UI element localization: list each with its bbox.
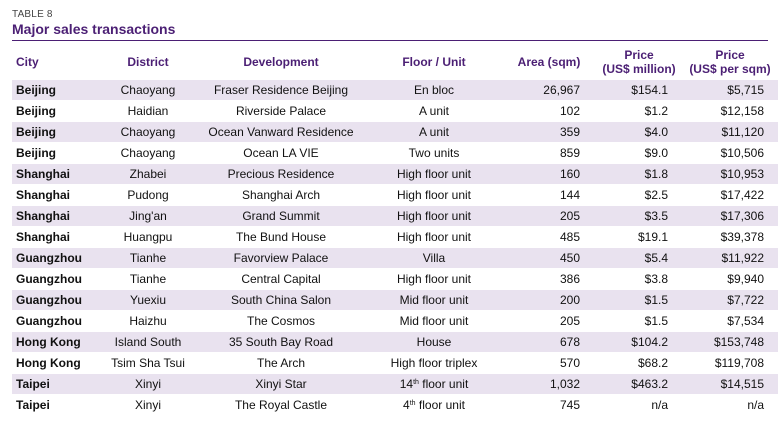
cell-price-per-sqm: $11,120 [682, 122, 778, 143]
cell-district: Tianhe [100, 248, 196, 269]
cell-district: Haizhu [100, 311, 196, 332]
cell-district: Pudong [100, 185, 196, 206]
cell-district: Island South [100, 332, 196, 353]
cell-price-per-sqm: $17,306 [682, 206, 778, 227]
cell-district: Chaoyang [100, 80, 196, 101]
cell-area: 678 [502, 332, 596, 353]
floor-ordinal-suffix: th [409, 400, 416, 407]
cell-price-per-sqm: $119,708 [682, 353, 778, 374]
floor-unit-text: floor unit [418, 377, 469, 391]
cell-area: 359 [502, 122, 596, 143]
cell-development: The Cosmos [196, 311, 366, 332]
cell-development: Ocean LA VIE [196, 143, 366, 164]
cell-price-per-sqm: $7,534 [682, 311, 778, 332]
cell-floor-unit: Mid floor unit [366, 290, 502, 311]
table-row [12, 269, 778, 290]
header-price-per-sqm [682, 44, 778, 80]
cell-city: Shanghai [12, 206, 100, 227]
floor-unit-text: floor unit [415, 398, 465, 412]
cell-price-million: n/a [596, 395, 682, 416]
cell-district: Chaoyang [100, 143, 196, 164]
cell-area: 485 [502, 227, 596, 248]
cell-price-million: $3.5 [596, 206, 682, 227]
cell-price-million: $68.2 [596, 353, 682, 374]
cell-floor-unit: Villa [366, 248, 502, 269]
table-row [12, 227, 778, 248]
table-row [12, 395, 778, 416]
cell-price-million: $1.5 [596, 290, 682, 311]
cell-price-million: $104.2 [596, 332, 682, 353]
cell-floor-unit: A unit [366, 101, 502, 122]
cell-price-per-sqm: $9,940 [682, 269, 778, 290]
cell-price-million: $19.1 [596, 227, 682, 248]
cell-city: Shanghai [12, 164, 100, 185]
cell-city: Beijing [12, 143, 100, 164]
cell-development: The Bund House [196, 227, 366, 248]
cell-price-per-sqm: n/a [682, 395, 778, 416]
table-row [12, 311, 778, 332]
table-row [12, 332, 778, 353]
table-row [12, 374, 778, 395]
header-price-sqm-line2: (US$ per sqm) [689, 62, 771, 76]
cell-floor-unit: High floor triplex [366, 353, 502, 374]
cell-price-per-sqm: $11,922 [682, 248, 778, 269]
table-row [12, 101, 778, 122]
cell-area: 386 [502, 269, 596, 290]
cell-development: Ocean Vanward Residence [196, 122, 366, 143]
cell-price-million: $463.2 [596, 374, 682, 395]
cell-price-per-sqm: $17,422 [682, 185, 778, 206]
cell-development: Precious Residence [196, 164, 366, 185]
table-header-row [12, 44, 778, 80]
cell-development: Riverside Palace [196, 101, 366, 122]
cell-area: 26,967 [502, 80, 596, 101]
cell-area: 200 [502, 290, 596, 311]
cell-floor-unit [366, 374, 502, 395]
cell-district: Jing'an [100, 206, 196, 227]
table-title: Major sales transactions [12, 21, 176, 37]
cell-price-per-sqm: $5,715 [682, 80, 778, 101]
cell-city: Beijing [12, 80, 100, 101]
cell-development: Fraser Residence Beijing [196, 80, 366, 101]
cell-district: Huangpu [100, 227, 196, 248]
header-city: City [16, 55, 39, 69]
cell-district: Xinyi [100, 395, 196, 416]
table-number-label: TABLE 8 [12, 9, 53, 20]
cell-area: 205 [502, 311, 596, 332]
cell-price-per-sqm: $10,506 [682, 143, 778, 164]
header-district: District [127, 55, 169, 69]
cell-city: Taipei [12, 374, 100, 395]
cell-city: Hong Kong [12, 353, 100, 374]
cell-floor-unit: High floor unit [366, 206, 502, 227]
cell-floor-unit: High floor unit [366, 164, 502, 185]
cell-price-million: $3.8 [596, 269, 682, 290]
header-development: Development [243, 55, 319, 69]
header-price-million-line1: Price [624, 48, 654, 62]
header-area: Area (sqm) [517, 55, 581, 69]
table-row [12, 353, 778, 374]
cell-district: Tsim Sha Tsui [100, 353, 196, 374]
cell-price-per-sqm: $14,515 [682, 374, 778, 395]
cell-area: 102 [502, 101, 596, 122]
cell-floor-unit [366, 395, 502, 416]
table-row [12, 122, 778, 143]
cell-development: Central Capital [196, 269, 366, 290]
cell-price-million: $1.5 [596, 311, 682, 332]
table-row [12, 206, 778, 227]
cell-district: Xinyi [100, 374, 196, 395]
table-row [12, 290, 778, 311]
cell-area: 745 [502, 395, 596, 416]
cell-floor-unit: Mid floor unit [366, 311, 502, 332]
cell-area: 570 [502, 353, 596, 374]
floor-ordinal-suffix: th [413, 379, 419, 386]
cell-city: Guangzhou [12, 248, 100, 269]
cell-floor-unit: House [366, 332, 502, 353]
cell-development: The Arch [196, 353, 366, 374]
cell-price-million: $1.8 [596, 164, 682, 185]
cell-price-million: $9.0 [596, 143, 682, 164]
sales-transactions-table [12, 44, 778, 416]
cell-city: Taipei [12, 395, 100, 416]
cell-area: 1,032 [502, 374, 596, 395]
cell-development: Favorview Palace [196, 248, 366, 269]
cell-city: Beijing [12, 101, 100, 122]
cell-price-million: $1.2 [596, 101, 682, 122]
cell-development: Shanghai Arch [196, 185, 366, 206]
cell-price-per-sqm: $39,378 [682, 227, 778, 248]
cell-district: Yuexiu [100, 290, 196, 311]
table-row [12, 185, 778, 206]
cell-district: Haidian [100, 101, 196, 122]
cell-city: Beijing [12, 122, 100, 143]
cell-area: 144 [502, 185, 596, 206]
cell-floor-unit: A unit [366, 122, 502, 143]
cell-development: South China Salon [196, 290, 366, 311]
cell-area: 450 [502, 248, 596, 269]
cell-city: Guangzhou [12, 290, 100, 311]
cell-development: Xinyi Star [196, 374, 366, 395]
cell-city: Hong Kong [12, 332, 100, 353]
cell-district: Zhabei [100, 164, 196, 185]
cell-development: 35 South Bay Road [196, 332, 366, 353]
cell-area: 160 [502, 164, 596, 185]
cell-price-per-sqm: $153,748 [682, 332, 778, 353]
cell-area: 205 [502, 206, 596, 227]
cell-price-million: $4.0 [596, 122, 682, 143]
title-divider [12, 40, 768, 41]
table-row [12, 248, 778, 269]
cell-price-million: $2.5 [596, 185, 682, 206]
table-row [12, 80, 778, 101]
table-row [12, 164, 778, 185]
cell-price-per-sqm: $10,953 [682, 164, 778, 185]
header-floor-unit: Floor / Unit [402, 55, 466, 69]
cell-city: Guangzhou [12, 269, 100, 290]
cell-floor-unit: High floor unit [366, 185, 502, 206]
cell-development: The Royal Castle [196, 395, 366, 416]
cell-price-million: $5.4 [596, 248, 682, 269]
cell-price-per-sqm: $7,722 [682, 290, 778, 311]
cell-floor-unit: High floor unit [366, 269, 502, 290]
cell-city: Guangzhou [12, 311, 100, 332]
table-row [12, 143, 778, 164]
cell-district: Chaoyang [100, 122, 196, 143]
table-body [12, 80, 778, 416]
floor-number: 4 [403, 398, 410, 412]
cell-development: Grand Summit [196, 206, 366, 227]
floor-number: 14 [399, 377, 414, 391]
cell-price-per-sqm: $12,158 [682, 101, 778, 122]
cell-district: Tianhe [100, 269, 196, 290]
cell-price-million: $154.1 [596, 80, 682, 101]
cell-floor-unit: Two units [366, 143, 502, 164]
cell-area: 859 [502, 143, 596, 164]
cell-city: Shanghai [12, 185, 100, 206]
header-price-million-line2: (US$ million) [602, 62, 676, 76]
header-price-million [596, 44, 682, 80]
cell-floor-unit: High floor unit [366, 227, 502, 248]
header-price-sqm-line1: Price [715, 48, 745, 62]
cell-city: Shanghai [12, 227, 100, 248]
cell-floor-unit: En bloc [366, 80, 502, 101]
